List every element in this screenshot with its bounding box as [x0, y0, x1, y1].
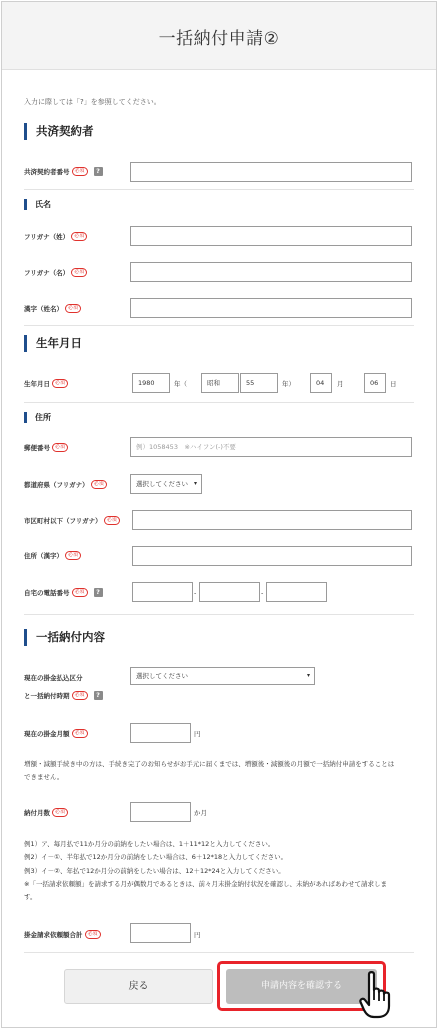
postal-input[interactable]: 例）1058453 ※ハイフン(-)不要 [130, 437, 412, 457]
member-number-label [24, 167, 103, 176]
page-title: 一括納付申請② [158, 29, 280, 49]
help-icon[interactable]: ? [94, 588, 103, 597]
divider [24, 402, 414, 403]
kanji-name-label-text: 漢字（姓名） [24, 305, 63, 313]
phone-label [24, 588, 103, 597]
kanji-name-label [24, 304, 81, 313]
phone-label-text: 自宅の電話番号 [24, 589, 70, 597]
furigana-sei-input[interactable] [130, 226, 412, 246]
months-label-text: 納付月数 [24, 809, 50, 817]
payment-category-label-1 [24, 673, 83, 682]
furigana-sei-label [24, 232, 87, 241]
prefecture-label-text: 都道府県（フリガナ） [24, 481, 89, 489]
member-number-input[interactable] [130, 162, 412, 182]
required-badge: 必須 [72, 691, 88, 700]
example-line: 例3）イ－②、年払で12か月分の前納をしたい場合は、12＋12*24と入力してください。 [24, 866, 285, 875]
phone-part3-input[interactable] [266, 582, 327, 602]
postal-label [24, 443, 68, 452]
prefecture-select[interactable] [130, 474, 202, 494]
required-badge: 必須 [71, 232, 87, 241]
divider [24, 614, 414, 615]
change-note-line: 増額・減額手続き中の方は、手続き完了のお知らせがお手元に届くまでは、増額後・減額後の月額で一括納付申請をすることは [24, 760, 395, 768]
current-amount-label-text: 現在の掛金月額 [24, 730, 70, 738]
required-badge: 必須 [91, 480, 107, 489]
section-birth-heading: 生年月日 [24, 335, 82, 352]
section-member-heading: 共済契約者 [24, 123, 94, 140]
address-kanji-label [24, 551, 81, 560]
total-input[interactable] [130, 923, 191, 943]
dropdown-arrow-icon: ▾ [193, 480, 197, 487]
section-name-heading: 氏名 [24, 199, 51, 210]
postal-label-text: 郵便番号 [24, 444, 50, 452]
required-badge: 必須 [72, 167, 88, 176]
city-input[interactable] [132, 510, 412, 530]
furigana-mei-label-text: フリガナ（名） [24, 269, 70, 277]
current-amount-label [24, 729, 88, 738]
payment-select-value: 選択してください [136, 672, 188, 680]
required-badge: 必須 [65, 551, 81, 560]
divider [24, 952, 414, 953]
examples-note [24, 838, 387, 904]
phone-part1-input[interactable] [132, 582, 193, 602]
example-line: す。 [24, 893, 37, 902]
phone-separator: - [194, 589, 197, 597]
furigana-sei-label-text: フリガナ（姓） [24, 233, 70, 241]
furigana-mei-label [24, 268, 87, 277]
section-lump-heading: 一括納付内容 [24, 629, 105, 646]
section-address-heading: 住所 [24, 412, 51, 423]
birth-era-input[interactable]: 昭和 [201, 373, 239, 393]
birth-day-input[interactable]: 06 [364, 373, 386, 393]
prefecture-label [24, 480, 107, 489]
example-line: 例1）ア、毎月払で11か月分の前納をしたい場合は、1＋11*12と入力してください。 [24, 840, 275, 848]
birth-date-label [24, 379, 68, 388]
payment-timing-label-text: と一括納付時期 [24, 692, 70, 700]
birth-era-unit: 年） [282, 380, 295, 388]
dropdown-arrow-icon: ▾ [306, 672, 310, 679]
required-badge: 必須 [71, 268, 87, 277]
birth-year-input[interactable]: 1980 [132, 373, 170, 393]
total-label-text: 掛金請求依頼額合計 [24, 931, 83, 939]
months-unit: か月 [194, 809, 207, 817]
hand-pointer-icon [359, 970, 395, 1020]
confirm-button[interactable]: 申請内容を確認する [226, 969, 377, 1004]
yen-unit: 円 [194, 931, 201, 939]
divider [24, 189, 414, 190]
prefecture-select-value: 選択してください [136, 480, 188, 488]
phone-separator: - [261, 589, 264, 597]
yen-unit: 円 [194, 730, 201, 738]
address-kanji-label-text: 住所（漢字） [24, 552, 63, 560]
birth-day-unit: 日 [390, 380, 397, 388]
form-page [1, 1, 437, 1028]
birth-era-year-input[interactable]: 55 [240, 373, 278, 393]
phone-part2-input[interactable] [199, 582, 260, 602]
page-header [2, 2, 436, 70]
example-line: ※「一括請求依頼額」を請求する月が偶数月であるときは、前々月末掛金納付状況を確認し、未納があればあわせて請求しま [24, 879, 387, 888]
required-badge: 必須 [52, 808, 68, 817]
furigana-mei-input[interactable] [130, 262, 412, 282]
help-icon[interactable]: ? [94, 691, 103, 700]
intro-note: 入力に際しては「?」を参照してください。 [24, 98, 161, 106]
required-badge: 必須 [52, 443, 68, 452]
payment-category-select[interactable] [130, 667, 315, 685]
required-badge: 必須 [72, 729, 88, 738]
birth-month-input[interactable]: 04 [310, 373, 332, 393]
current-amount-input[interactable] [130, 723, 191, 743]
required-badge: 必須 [65, 304, 81, 313]
payment-category-label-2 [24, 691, 103, 700]
kanji-name-input[interactable] [130, 298, 412, 318]
months-label [24, 808, 68, 817]
total-label [24, 930, 101, 939]
example-line: 例2）イ－①、半年払で12か月分の前納をしたい場合は、6＋12*18と入力してください。 [24, 853, 288, 862]
divider [24, 325, 414, 326]
months-input[interactable] [130, 802, 191, 822]
help-icon[interactable]: ? [94, 167, 103, 176]
birth-date-label-text: 生年月日 [24, 380, 50, 388]
member-number-label-text: 共済契約者番号 [24, 168, 70, 176]
address-kanji-input[interactable] [132, 546, 412, 566]
required-badge: 必須 [85, 930, 101, 939]
city-label-text: 市区町村以下（フリガナ） [24, 517, 102, 525]
required-badge: 必須 [104, 516, 120, 525]
required-badge: 必須 [72, 588, 88, 597]
required-badge: 必須 [52, 379, 68, 388]
change-note [24, 758, 394, 785]
back-button[interactable]: 戻る [64, 969, 213, 1004]
city-label [24, 516, 120, 525]
birth-year-unit: 年（ [174, 380, 187, 388]
payment-category-label-text: 現在の掛金払込区分 [24, 674, 83, 682]
birth-month-unit: 月 [337, 380, 344, 388]
change-note-line: できません。 [24, 773, 64, 782]
